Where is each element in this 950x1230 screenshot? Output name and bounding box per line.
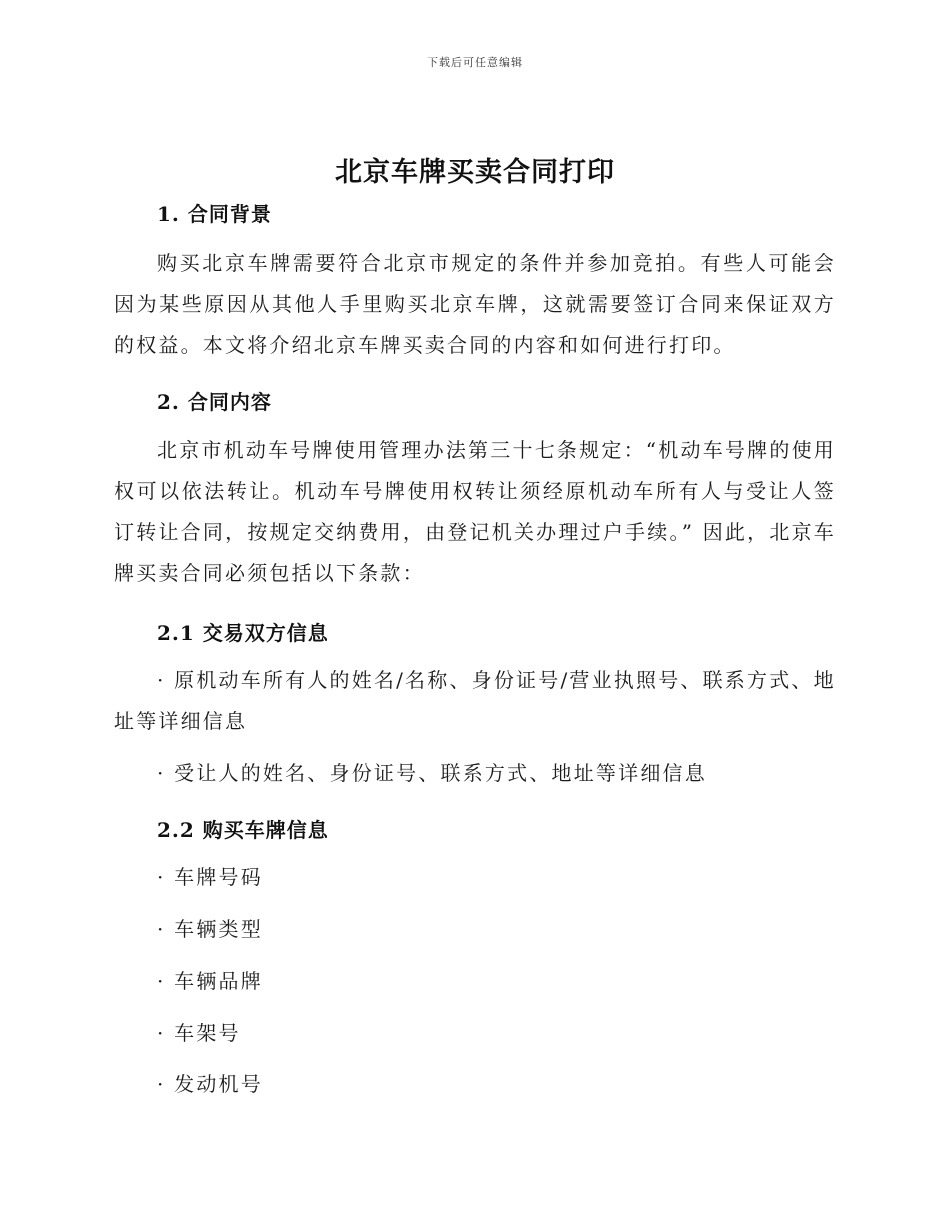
list-item-plate-2: · 车辆品牌	[157, 969, 263, 993]
document-title: 北京车牌买卖合同打印	[335, 157, 615, 188]
header-note: 下载后可任意编辑	[427, 56, 523, 69]
list-item-plate-3: · 车架号	[157, 1021, 241, 1045]
list-item-parties-1: · 受让人的姓名、身份证号、联系方式、地址等详细信息	[157, 761, 707, 785]
paragraph-background: 购买北京车牌需要符合北京市规定的条件并参加竞拍。有些人可能会因为某些原因从其他人手里购买北京车牌，这就需要签订合同来保证双方的权益。本文将介绍北京车牌买卖合同的内容和如何进行打印。	[114, 251, 836, 357]
list-item-parties-0: · 原机动车所有人的姓名/名称、身份证号/营业执照号、联系方式、地址等详细信息	[114, 668, 836, 733]
paragraph-content: 北京市机动车号牌使用管理办法第三十七条规定：“机动车号牌的使用权可以依法转让。机动车号牌使用权转让须经原机动车所有人与受让人签订转让合同，按规定交纳费用，由登记机关办理过户手续。” 因此，北京车牌买卖合同必须包括以下条款：	[114, 438, 836, 585]
section-heading-content: 2. 合同内容	[157, 390, 272, 414]
section-heading-plate-info: 2.2 购买车牌信息	[157, 818, 329, 842]
list-item-plate-0: · 车牌号码	[157, 865, 263, 889]
list-item-plate-4: · 发动机号	[157, 1072, 263, 1096]
section-heading-parties: 2.1 交易双方信息	[157, 621, 329, 645]
list-item-plate-1: · 车辆类型	[157, 917, 263, 941]
section-heading-background: 1. 合同背景	[157, 202, 272, 226]
